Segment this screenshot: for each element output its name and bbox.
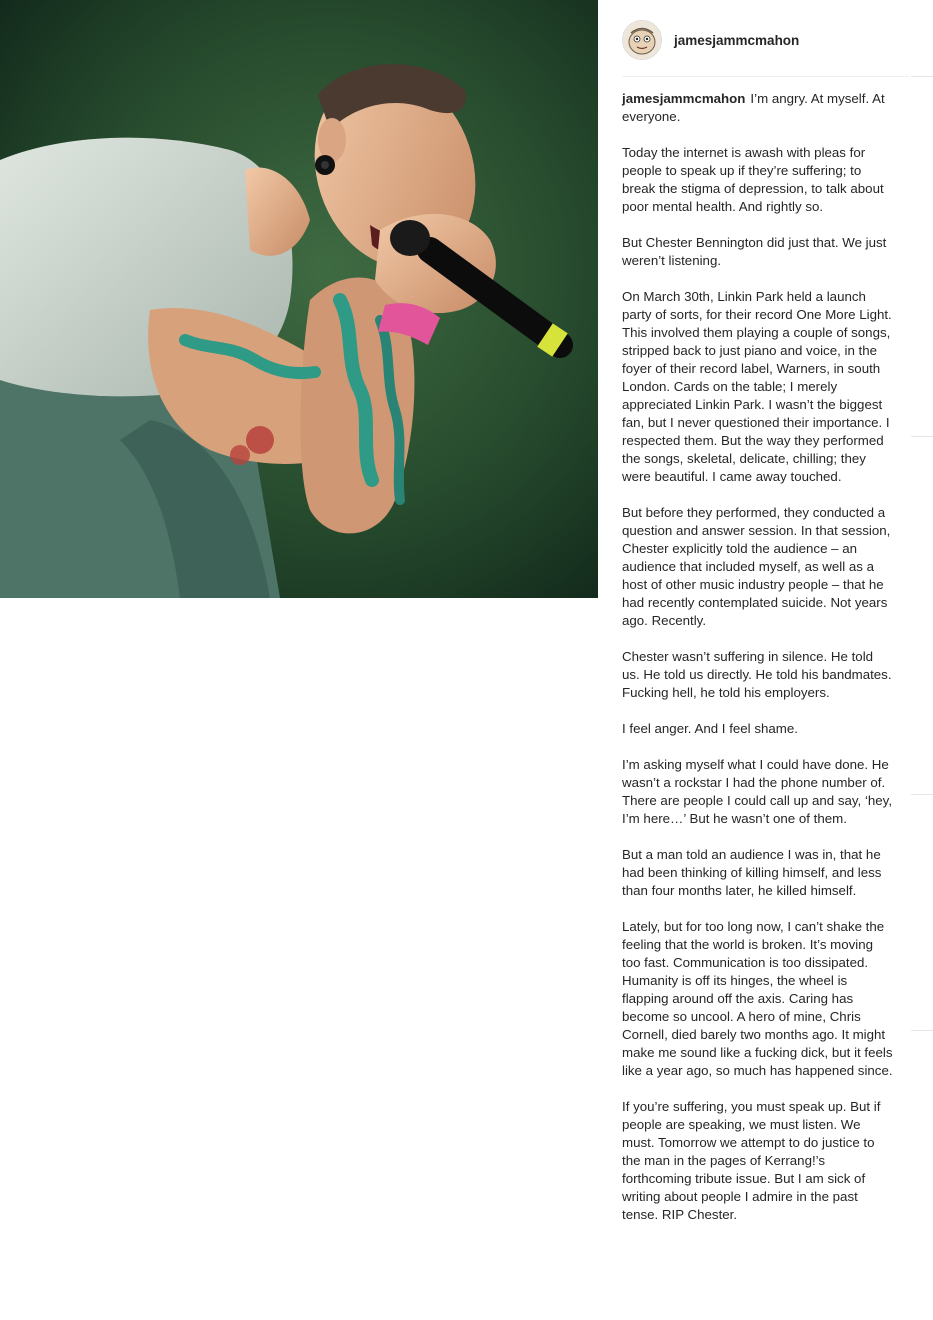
edge-divider <box>911 76 933 77</box>
avatar[interactable] <box>622 20 662 60</box>
edge-divider <box>911 436 933 437</box>
caption-author[interactable]: jamesjammcmahon <box>622 91 746 106</box>
caption-first-paragraph <box>622 90 894 126</box>
singer-photo-illustration <box>0 0 598 598</box>
caption-paragraph: I feel anger. And I feel shame. <box>622 721 798 736</box>
caption-paragraph: If you’re suffering, you must speak up. But if people are speaking, we must listen. We must. Tomorrow we attempt to do justice to the man in the pages of Kerrang!’s forthcoming tribute issue. But I am sick of writing about people I admire in the past tense. RIP Chester. <box>622 1099 881 1222</box>
caption-paragraph: Lately, but for too long now, I can’t shake the feeling that the world is broken. It’s moving too fast. Communication is too dissipated. Humanity is off its hinges, the wheel is flapping around off the axis. Caring has become so uncool. A hero of mine, Chris Cornell, died barely two months ago. It might make me sound like a fucking dick, but it feels like a year ago, so much has happened since. <box>622 919 893 1078</box>
post-username[interactable]: jamesjammcmahon <box>674 32 800 48</box>
header-divider <box>622 76 909 77</box>
post-sidebar <box>598 0 933 1320</box>
caption-paragraph: But a man told an audience I was in, that he had been thinking of killing himself, and less than four months later, he killed himself. <box>622 847 882 898</box>
caption-paragraph: I’m asking myself what I could have done. He wasn’t a rockstar I had the phone number of. There are people I could call up and say, ‘hey, I’m here…’ But he wasn’t one of them. <box>622 757 893 826</box>
caption-paragraph: Today the internet is awash with pleas for people to speak up if they’re suffering; to break the stigma of depression, to talk about poor mental health. And rightly so. <box>622 145 884 214</box>
post-header <box>622 18 799 62</box>
avatar-cartoon-icon <box>623 21 661 59</box>
edge-divider <box>911 794 933 795</box>
caption-paragraph: Chester wasn’t suffering in silence. He told us. He told us directly. He told his bandmates. Fucking hell, he told his employers. <box>622 649 892 700</box>
caption-paragraph: But Chester Bennington did just that. We just weren’t listening. <box>622 235 887 268</box>
caption-first-line: I’m angry. At myself. At everyone. <box>622 91 885 124</box>
edge-divider <box>911 1030 933 1031</box>
post-photo[interactable] <box>0 0 598 598</box>
caption-paragraph: But before they performed, they conducted a question and answer session. In that session, Chester explicitly told the audience – an audience that included myself, as well as a host of other music industry people – that he had recently contemplated suicide. Not years ago. Recently. <box>622 505 891 628</box>
caption-paragraph: On March 30th, Linkin Park held a launch party of sorts, for their record One More Light. This involved them playing a couple of songs, stripped back to just piano and voice, in the foyer of their record label, Warners, in south London. Cards on the table; I merely appreciated Linkin Park. I wasn’t the biggest fan, but I never questioned their importance. I respected them. But the way they performed the songs, skeletal, delicate, chilling; they were beautiful. I came away touched. <box>622 289 892 484</box>
post-caption <box>622 90 894 1242</box>
